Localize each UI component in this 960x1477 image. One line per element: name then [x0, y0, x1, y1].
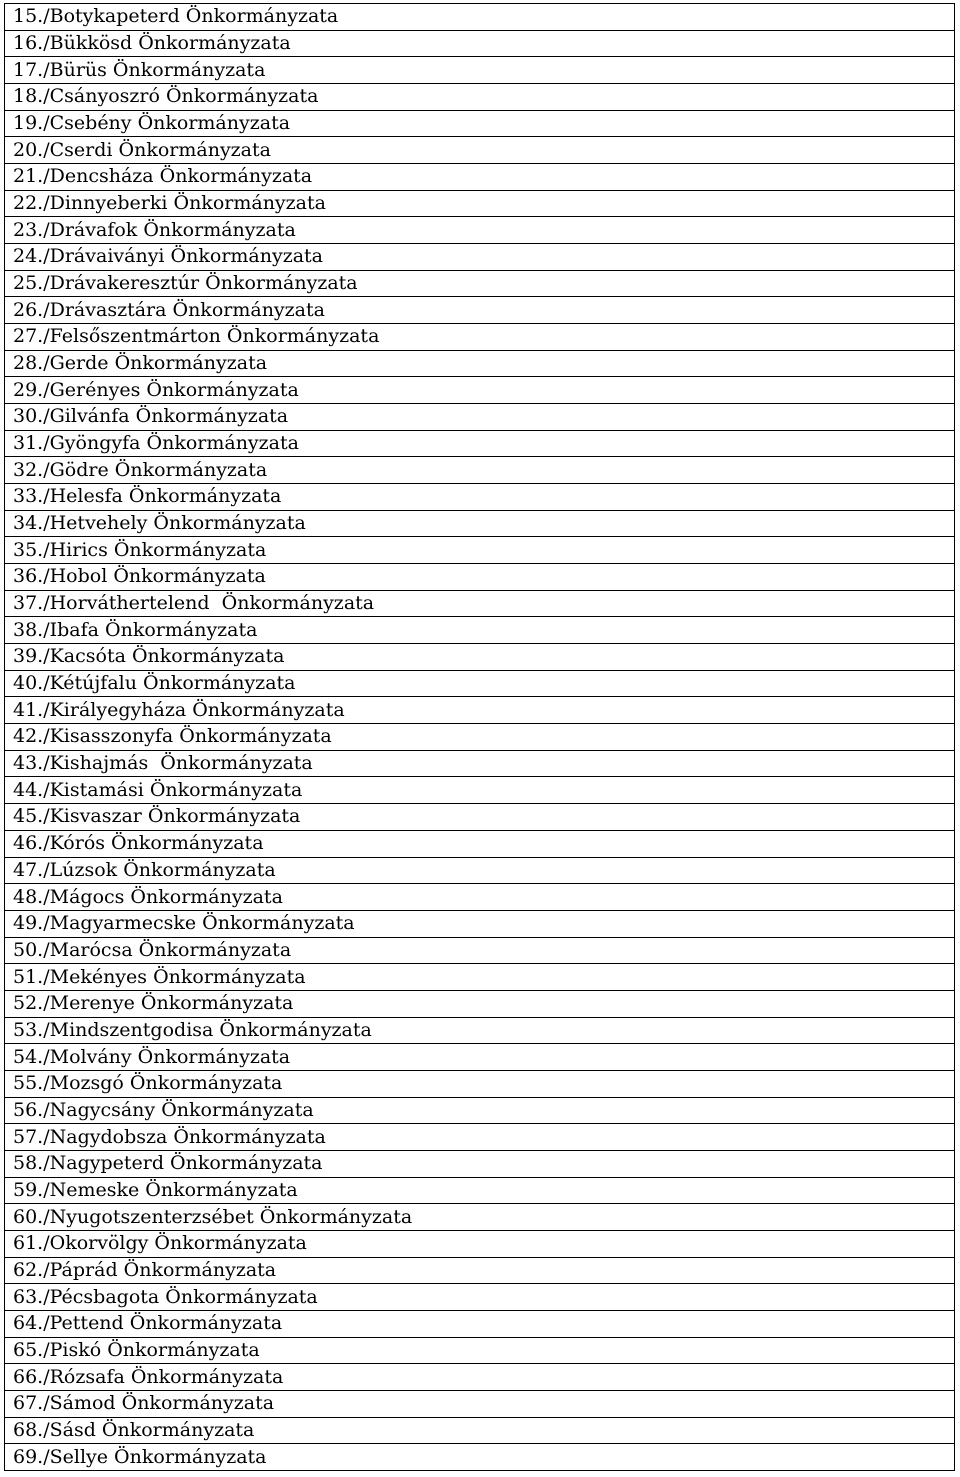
table-row: 40./Kétújfalu Önkormányzata [5, 671, 954, 698]
table-row: 57./Nagydobsza Önkormányzata [5, 1124, 954, 1151]
table-row: 22./Dinnyeberki Önkormányzata [5, 191, 954, 218]
table-row: 64./Pettend Önkormányzata [5, 1311, 954, 1338]
table-row: 53./Mindszentgodisa Önkormányzata [5, 1018, 954, 1045]
table-row: 32./Gödre Önkormányzata [5, 457, 954, 484]
table-row: 20./Cserdi Önkormányzata [5, 137, 954, 164]
table-row: 27./Felsőszentmárton Önkormányzata [5, 324, 954, 351]
table-row: 45./Kisvaszar Önkormányzata [5, 804, 954, 831]
table-row: 25./Drávakeresztúr Önkormányzata [5, 271, 954, 298]
table-row: 51./Mekényes Önkormányzata [5, 964, 954, 991]
table-row: 56./Nagycsány Önkormányzata [5, 1098, 954, 1125]
table-row: 33./Helesfa Önkormányzata [5, 484, 954, 511]
table-row: 67./Sámod Önkormányzata [5, 1391, 954, 1418]
table-row: 46./Kórós Önkormányzata [5, 831, 954, 858]
table-row: 23./Drávafok Önkormányzata [5, 217, 954, 244]
table-row: 36./Hobol Önkormányzata [5, 564, 954, 591]
table-row: 49./Magyarmecske Önkormányzata [5, 911, 954, 938]
table-row: 35./Hirics Önkormányzata [5, 537, 954, 564]
table-row: 26./Drávasztára Önkormányzata [5, 297, 954, 324]
table-row: 48./Mágocs Önkormányzata [5, 884, 954, 911]
table-row: 50./Marócsa Önkormányzata [5, 938, 954, 965]
table-row: 60./Nyugotszenterzsébet Önkormányzata [5, 1204, 954, 1231]
municipality-list-table [4, 3, 955, 1471]
table-row: 41./Királyegyháza Önkormányzata [5, 697, 954, 724]
table-row: 55./Mozsgó Önkormányzata [5, 1071, 954, 1098]
table-row: 65./Piskó Önkormányzata [5, 1338, 954, 1365]
table-row: 24./Drávaiványi Önkormányzata [5, 244, 954, 271]
table-row: 43./Kishajmás Önkormányzata [5, 751, 954, 778]
table-row: 28./Gerde Önkormányzata [5, 351, 954, 378]
table-row: 29./Gerényes Önkormányzata [5, 377, 954, 404]
table-row: 39./Kacsóta Önkormányzata [5, 644, 954, 671]
table-row: 47./Lúzsok Önkormányzata [5, 858, 954, 885]
table-row: 63./Pécsbagota Önkormányzata [5, 1284, 954, 1311]
table-row: 30./Gilvánfa Önkormányzata [5, 404, 954, 431]
table-row: 19./Csebény Önkormányzata [5, 111, 954, 138]
table-row: 58./Nagypeterd Önkormányzata [5, 1151, 954, 1178]
table-row: 16./Bükkösd Önkormányzata [5, 31, 954, 58]
table-row: 17./Bürüs Önkormányzata [5, 57, 954, 84]
table-row: 38./Ibafa Önkormányzata [5, 617, 954, 644]
table-row: 44./Kistamási Önkormányzata [5, 777, 954, 804]
table-row: 68./Sásd Önkormányzata [5, 1418, 954, 1445]
table-row: 54./Molvány Önkormányzata [5, 1044, 954, 1071]
table-row: 69./Sellye Önkormányzata [5, 1444, 954, 1471]
table-row: 15./Botykapeterd Önkormányzata [5, 4, 954, 31]
table-row: 21./Dencsháza Önkormányzata [5, 164, 954, 191]
table-row: 66./Rózsafa Önkormányzata [5, 1364, 954, 1391]
table-row: 18./Csányoszró Önkormányzata [5, 84, 954, 111]
table-row: 37./Horváthertelend Önkormányzata [5, 591, 954, 618]
table-row: 59./Nemeske Önkormányzata [5, 1178, 954, 1205]
table-row: 34./Hetvehely Önkormányzata [5, 511, 954, 538]
table-row: 62./Páprád Önkormányzata [5, 1258, 954, 1285]
table-row: 52./Merenye Önkormányzata [5, 991, 954, 1018]
table-row: 31./Gyöngyfa Önkormányzata [5, 431, 954, 458]
table-row: 61./Okorvölgy Önkormányzata [5, 1231, 954, 1258]
table-row: 42./Kisasszonyfa Önkormányzata [5, 724, 954, 751]
